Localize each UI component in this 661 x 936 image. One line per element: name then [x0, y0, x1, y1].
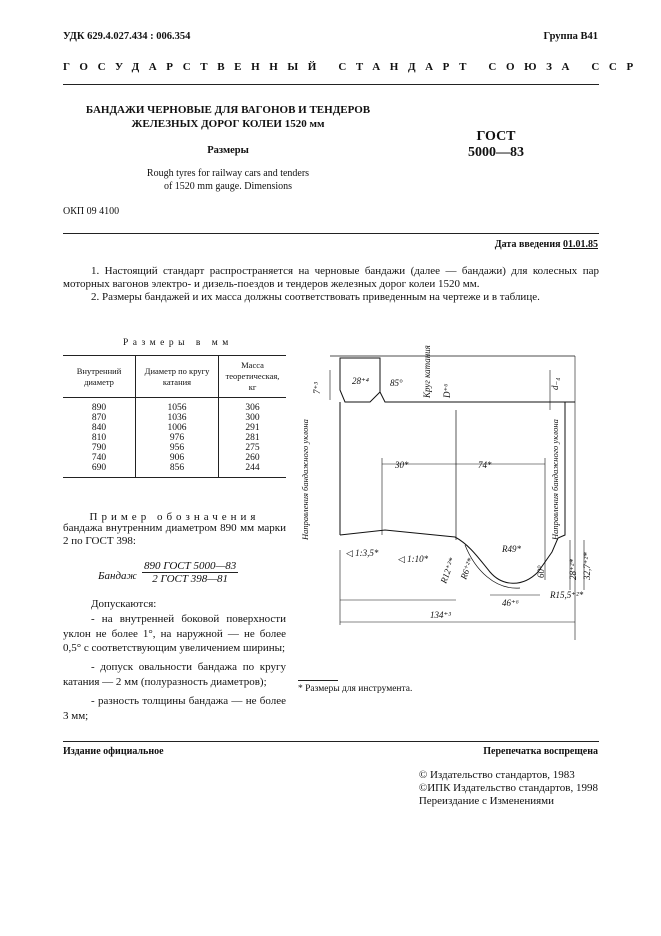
gost-number: ГОСТ 5000—83: [468, 129, 524, 160]
footer-rule: [63, 741, 599, 742]
designation-fraction: 890 ГОСТ 5000—83 2 ГОСТ 398—81: [144, 560, 237, 585]
introduction-date: Дата введения 01.01.85: [494, 239, 598, 250]
table-row: 810 976 281: [63, 433, 286, 443]
example-text: бандажа внутренним диаметром 890 мм марки 2 по ГОСТ 398:: [63, 522, 286, 547]
angle-60-label: 60°: [536, 565, 546, 578]
table-row: 790 956 275: [63, 443, 286, 453]
paragraph-2: 2. Размеры бандажей и их масса должны соответствовать приведенным на чертеже и в таблице.: [91, 291, 540, 303]
table-row: 740 906 260: [63, 453, 286, 463]
top-edge-line: [380, 392, 575, 402]
footnote-rule: [298, 680, 338, 681]
dim-30-label: 30*: [395, 460, 409, 470]
title-rule: [63, 233, 599, 234]
group-code: Группа В41: [543, 31, 598, 42]
table-header-inner-diameter: Внутренний диаметр: [63, 356, 136, 398]
angle-85-label: 85°: [390, 378, 403, 388]
example-heading: Пример обозначения: [89, 511, 260, 523]
english-title: Rough tyres for railway cars and tenders of 1520 mm gauge. Dimensions: [146, 168, 310, 192]
r15-label: R15,5⁺²*: [550, 590, 584, 600]
dim-327-label: 32,7⁺²*: [582, 552, 592, 580]
d-diameter-label: D⁺⁶: [442, 383, 452, 398]
r12-label: R12⁺²*: [438, 556, 457, 585]
dim-46-label: 46⁺⁶: [502, 598, 519, 608]
table-caption: Размеры в мм: [123, 338, 233, 348]
footnote: * Размеры для инструмента.: [298, 684, 413, 694]
paragraph-1: 1. Настоящий стандарт распространяется на черновые бандажи (далее — бандажи) для колесных пар моторных вагонов электро- и дизель-поездов и тендеров железных дорог колеи 1520 мм.: [63, 265, 599, 290]
okp-code: ОКП 09 4100: [63, 206, 120, 217]
r6-label: R6⁺²*: [458, 556, 476, 581]
dim-134-label: 134⁺³: [430, 610, 451, 620]
allowances-heading: Допускаются:: [91, 598, 157, 610]
r49-label: R49*: [502, 544, 521, 554]
dim-74-label: 74*: [478, 460, 492, 470]
table-row: 890 1056 306: [63, 398, 286, 414]
dimensions-table: [63, 355, 286, 478]
right-slope-note: Направления бандажного уклона: [550, 419, 560, 540]
left-slope-note: Направления бандажного уклона: [300, 419, 310, 540]
document-title: БАНДАЖИ ЧЕРНОВЫЕ ДЛЯ ВАГОНОВ И ТЕНДЕРОВ ЖЕЛЕЗНЫХ ДОРОГ КОЛЕИ 1520 мм: [85, 104, 371, 130]
table-header-mass: Масса теоретическая, кг: [219, 356, 287, 398]
d1-diameter-label: d₋₄: [550, 377, 560, 390]
copyright-block: © Издательство стандартов, 1983 ©ИПК Издательство стандартов, 1998 Переиздание с Изменениями: [418, 769, 598, 807]
table-row: 690 856 244: [63, 463, 286, 478]
dim-28-label: 28⁺⁴: [352, 376, 369, 386]
allowance-item-3: - разность толщины бандажа — не более 3 мм;: [63, 695, 286, 722]
rolling-circle-label: Круг катания: [422, 345, 432, 398]
slope-1-label: ◁ 1:3,5*: [346, 548, 379, 558]
table-row: 870 1036 300: [63, 413, 286, 423]
allowance-item-2: - допуск овальности бандажа по кругу катания — 2 мм (полуразность диаметров);: [63, 661, 286, 688]
dim-28b-label: 28⁺²*: [568, 559, 578, 580]
slope-2-label: ◁ 1:10*: [398, 554, 429, 564]
udk-code: УДК 629.4.027.434 : 006.354: [63, 31, 191, 42]
dim-7-label: 7⁺³: [312, 382, 322, 394]
table-row: 840 1006 291: [63, 423, 286, 433]
tyre-profile-drawing: [290, 340, 610, 640]
table-header-rolling-diameter: Диаметр по кругу катания: [136, 356, 219, 398]
reprint-notice: Перепечатка воспрещена: [483, 746, 598, 757]
header-rule: [63, 84, 599, 85]
state-standard-heading: ГОСУДАРСТВЕННЫЙ СТАНДАРТ СОЮЗА ССР: [63, 61, 643, 73]
document-subtitle: Размеры: [207, 145, 249, 156]
designation-label: Бандаж: [98, 570, 137, 582]
allowance-item-1: - на внутренней боковой поверхности уклон не более 1°, на наружной — не более 0,5° с соответствующим увеличением ширины;: [63, 613, 286, 654]
edition-label: Издание официальное: [63, 746, 164, 757]
